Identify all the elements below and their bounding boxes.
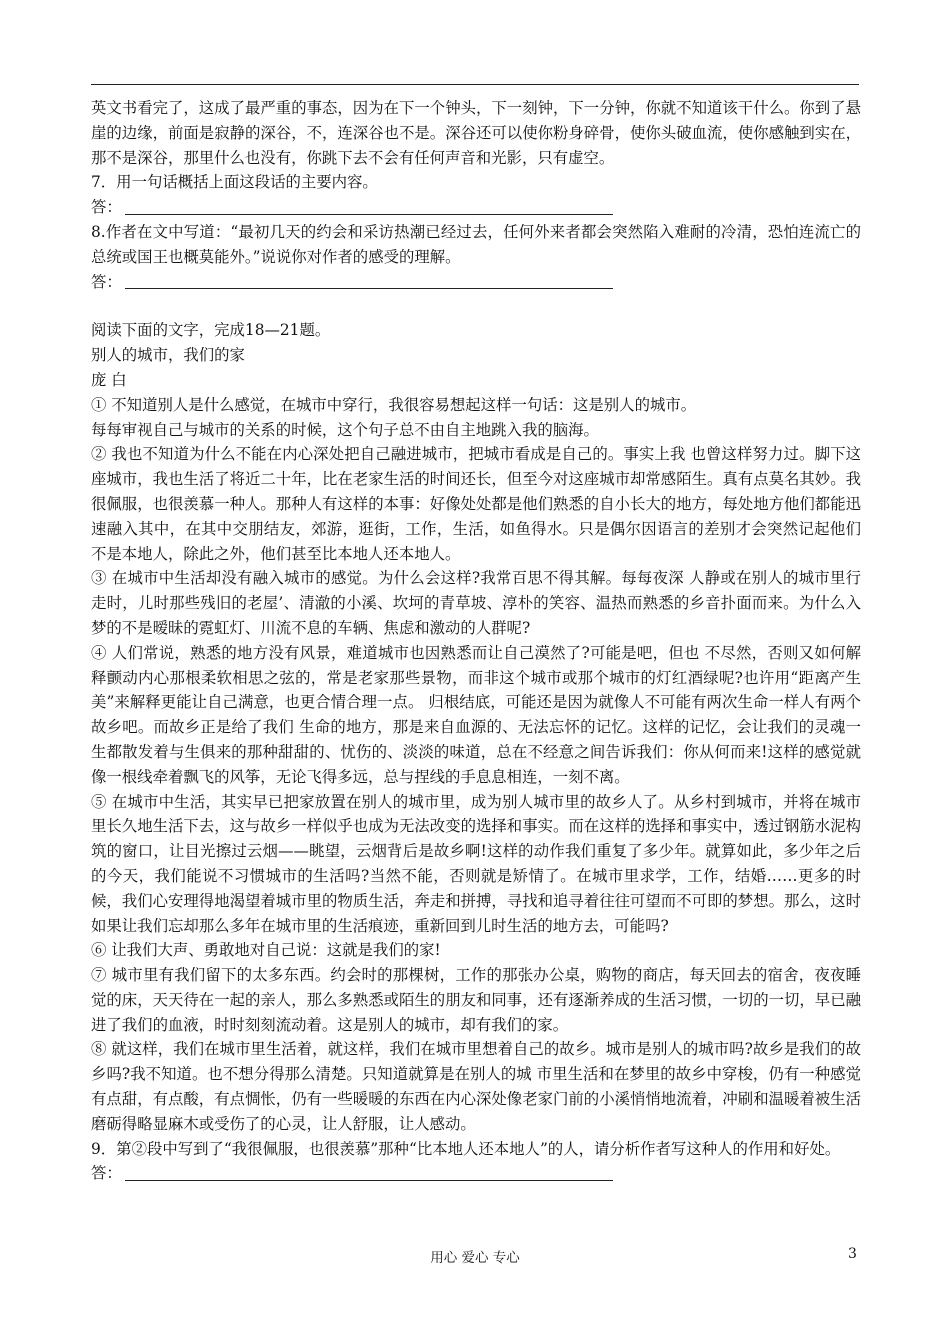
article-title: 别人的城市，我们的家 (91, 346, 245, 365)
question-8: 8.作者在文中写道：“最初几天的约会和采访热潮已经过去，任何外来者都会突然陷入难耐的冷清，恐怕连流亡的总统或国王也概莫能外。”说说你对作者的感受的理解。 (91, 222, 861, 266)
answer-label: 答： (91, 198, 122, 217)
page-number: 3 (848, 1246, 857, 1262)
answer-8 (91, 270, 861, 295)
paragraph-1-continued: 每每审视自己与城市的关系的时候，这个句子总不由自主地跳入我的脑海。 (91, 420, 599, 439)
paragraph-7: ⑦ 城市里有我们留下的太多东西。约会时的那棵树，工作的那张办公桌，购物的商店，每天回去的宿舍，夜夜睡觉的床，天天待在一起的亲人，那么多熟悉或陌生的朋友和同事，还有逐渐养成的生活习惯，一切的一切，早已融进了我们的血液，时时刻刻流动着。这是别人的城市，却有我们的家。 (91, 966, 861, 1034)
question-9: 9．第②段中写到了“我很佩服，也很羡慕”那种“比本地人还本地人”的人，请分析作者写这种人的作用和好处。 (91, 1139, 841, 1158)
paragraph-4: ④ 人们常说，熟悉的地方没有风景，难道城市也因熟悉而让自己漠然了?可能是吧，但也 不尽然，否则又如何解释颤动内心那根柔软相思之弦的，常是老家那些景物，而非这个城市或那个城市的灯红酒绿呢?也许用“距离产生美”来解释更能让自己满意，也更合情合理一点。 归根结底，可能还是因为就像人不可能有两次生命一样人有两个故乡吧。而故乡正是给了我们 生命的地方，那是来自血源的、无法忘怀的记忆。这样的记忆，会让我们的灵魂一生都散发着与生俱来的那种甜甜的、忧伤的、淡淡的味道，总在不经意之间告诉我们：你从何而来!这样的感觉就像一根线牵着飘飞的风筝，无论飞得多远，总与捏线的手息息相连，一刻不离。 (91, 643, 861, 786)
paragraph-1: ① 不知道别人是什么感觉，在城市中穿行，我很容易想起这样一句话：这是别人的城市。 (91, 395, 697, 414)
document-body (91, 96, 861, 1186)
answer-9 (91, 1161, 861, 1186)
paragraph-8: ⑧ 就这样，我们在城市里生活着，就这样，我们在城市里想着自己的故乡。城市是别人的城市吗?故乡是我们的故乡吗?我不知道。也不想分得那么清楚。只知道就算是在别人的城 市里生活和在梦里的故乡中穿梭，仍有一种感觉有点甜，有点酸，有点惆怅，仍有一些暖暖的东西在内心深处像老家门前的小溪悄悄地流着，冲刷和温暖着被生活磨砺得略显麻木或受伤了的心灵，让人舒服，让人感动。 (91, 1040, 861, 1133)
question-7: 7．用一句话概括上面这段话的主要内容。 (91, 173, 378, 192)
answer-label: 答： (91, 1164, 122, 1183)
footer-motto: 用心 爱心 专心 (430, 1250, 520, 1266)
section-gap (91, 294, 861, 318)
passage-tail: 英文书看完了，这成了最严重的事态，因为在下一个钟头，下一刻钟，下一分钟，你就不知道该干什么。你到了悬崖的边缘，前面是寂静的深谷，不，连深谷也不是。深谷还可以使你粉身碎骨，使你头破血流，使你感触到实在，那不是深谷，那里什么也没有，你跳下去不会有任何声音和光影，只有虚空。 (91, 99, 861, 167)
paragraph-6: ⑥ 让我们大声、勇敢地对自己说：这就是我们的家! (91, 941, 441, 960)
article-author: 庞 白 (91, 370, 127, 389)
header-rule (91, 84, 859, 85)
answer-7 (91, 195, 861, 220)
paragraph-5: ⑤ 在城市中生活，其实早已把家放置在别人的城市里，成为别人城市里的故乡人了。从乡村到城市，并将在城市里长久地生活下去，这与故乡一样似乎也成为无法改变的选择和事实。而在这样的选择和事实中，透过钢筋水泥构筑的窗口，让目光擦过云烟——眺望，云烟背后是故乡啊!这样的动作我们重复了多少年。就算如此，多少年之后的今天，我们能说不习惯城市的生活吗?当然不能，否则就是矫情了。在城市里求学，工作，结婚……更多的时候，我们心安理得地渴望着城市里的物质生活，奔走和拼搏，寻找和追寻着往往可望而不可即的梦想。那么，这时如果让我们忘却那么多年在城市里的生活痕迹，重新回到儿时生活的地方去，可能吗? (91, 792, 861, 935)
reading-instruction: 阅读下面的文字，完成18—21题。 (91, 321, 331, 340)
paragraph-2: ② 我也不知道为什么不能在内心深处把自己融进城市，把城市看成是自己的。事实上我 也曾这样努力过。脚下这座城市，我也生活了将近二十年，比在老家生活的时间还长，但至今对这座城市却常感陌生。真有点莫名其妙。我很佩服，也很羡慕一种人。那种人有这样的本事：好像处处都是他们熟悉的自小长大的地方，每处地方他们都能迅速融入其中，在其中交朋结友，郊游，逛街，工作，生活，如鱼得水。只是偶尔因语言的差别才会突然记起他们 不是本地人，除此之外，他们甚至比本地人还本地人。 (91, 445, 861, 563)
answer-line[interactable] (125, 274, 613, 289)
answer-label: 答： (91, 272, 122, 291)
answer-line[interactable] (125, 1166, 613, 1181)
answer-line[interactable] (125, 200, 613, 215)
paragraph-3: ③ 在城市中生活却没有融入城市的感觉。为什么会这样?我常百思不得其解。每每夜深 人静或在别人的城市里行走时，儿时那些残旧的老屋’、清澈的小溪、坎坷的青草坡、淳朴的笑容、温热而熟悉的乡音扑面而来。为什么入梦的不是暧昧的霓虹灯、川流不息的车辆、焦虑和激动的人群呢? (91, 569, 861, 637)
